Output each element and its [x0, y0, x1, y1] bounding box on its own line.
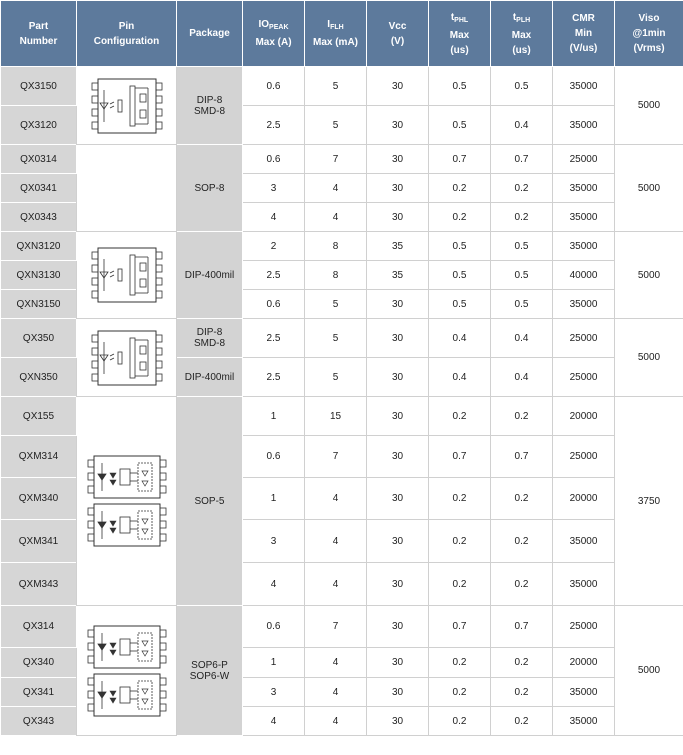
cmr-value: 25000 — [553, 319, 615, 358]
part-number: QX0343 — [1, 203, 77, 232]
header-cmr: CMR Min (V/us) — [553, 1, 615, 67]
cmr-value: 35000 — [553, 203, 615, 232]
vcc-value: 30 — [367, 707, 429, 736]
tplh-value: 0.2 — [491, 648, 553, 678]
package-cell: SOP6-P SOP6-W — [177, 606, 243, 736]
io-value: 2 — [243, 232, 305, 261]
tplh-value: 0.2 — [491, 678, 553, 707]
tplh-value: 0.7 — [491, 606, 553, 648]
header-vcc: Vcc (V) — [367, 1, 429, 67]
cmr-value: 35000 — [553, 106, 615, 145]
vcc-value: 30 — [367, 67, 429, 106]
vcc-value: 30 — [367, 478, 429, 520]
cmr-value: 25000 — [553, 606, 615, 648]
tphl-value: 0.2 — [429, 563, 491, 606]
part-number: QX0314 — [1, 145, 77, 174]
tplh-value: 0.2 — [491, 478, 553, 520]
table-row — [1, 232, 683, 261]
vcc-value: 30 — [367, 319, 429, 358]
tplh-value: 0.2 — [491, 707, 553, 736]
vcc-value: 30 — [367, 563, 429, 606]
tplh-value: 0.2 — [491, 174, 553, 203]
io-value: 4 — [243, 563, 305, 606]
tphl-value: 0.7 — [429, 436, 491, 478]
io-value: 1 — [243, 648, 305, 678]
vcc-value: 30 — [367, 436, 429, 478]
part-number: QXM314 — [1, 436, 77, 478]
header-row — [1, 1, 683, 67]
part-number: QX314 — [1, 606, 77, 648]
iflh-value: 8 — [305, 261, 367, 290]
part-number: QX3120 — [1, 106, 77, 145]
iflh-value: 4 — [305, 478, 367, 520]
io-value: 0.6 — [243, 606, 305, 648]
tplh-value: 0.4 — [491, 358, 553, 397]
cmr-value: 35000 — [553, 290, 615, 319]
vcc-value: 35 — [367, 261, 429, 290]
dip8-pin-diagram-icon — [90, 245, 164, 305]
iflh-value: 8 — [305, 232, 367, 261]
tplh-value: 0.2 — [491, 520, 553, 563]
tphl-value: 0.5 — [429, 261, 491, 290]
tphl-value: 0.2 — [429, 520, 491, 563]
iflh-value: 4 — [305, 678, 367, 707]
package-cell: DIP-8 SMD-8 — [177, 319, 243, 358]
part-number: QX343 — [1, 707, 77, 736]
part-number: QXN350 — [1, 358, 77, 397]
header-package: Package — [177, 1, 243, 67]
iflh-value: 5 — [305, 358, 367, 397]
iflh-value: 7 — [305, 436, 367, 478]
vcc-value: 35 — [367, 232, 429, 261]
viso-value: 5000 — [615, 606, 683, 736]
part-number: QXM341 — [1, 520, 77, 563]
tphl-value: 0.2 — [429, 478, 491, 520]
io-value: 0.6 — [243, 67, 305, 106]
part-number: QX155 — [1, 397, 77, 436]
package-cell: SOP-8 — [177, 145, 243, 232]
part-number: QXN3130 — [1, 261, 77, 290]
part-number: QX0341 — [1, 174, 77, 203]
header-tphl: $t_{PHL}$ Max (us) — [429, 1, 491, 67]
tphl-value: 0.5 — [429, 232, 491, 261]
io-value: 2.5 — [243, 358, 305, 397]
iflh-value: 4 — [305, 648, 367, 678]
io-value: 1 — [243, 478, 305, 520]
package-cell: DIP-400mil — [177, 358, 243, 397]
tphl-value: 0.2 — [429, 397, 491, 436]
vcc-value: 30 — [367, 397, 429, 436]
tphl-value: 0.5 — [429, 290, 491, 319]
vcc-value: 30 — [367, 290, 429, 319]
iflh-value: 7 — [305, 145, 367, 174]
vcc-value: 30 — [367, 358, 429, 397]
cmr-value: 20000 — [553, 478, 615, 520]
tplh-value: 0.5 — [491, 290, 553, 319]
pin-configuration-cell — [77, 319, 177, 397]
tphl-value: 0.4 — [429, 358, 491, 397]
tplh-value: 0.2 — [491, 203, 553, 232]
cmr-value: 35000 — [553, 67, 615, 106]
cmr-value: 20000 — [553, 648, 615, 678]
iflh-value: 4 — [305, 563, 367, 606]
tplh-value: 0.4 — [491, 106, 553, 145]
io-value: 0.6 — [243, 145, 305, 174]
io-value: 4 — [243, 203, 305, 232]
tphl-value: 0.7 — [429, 606, 491, 648]
tphl-value: 0.2 — [429, 203, 491, 232]
io-value: 3 — [243, 174, 305, 203]
header-io-peak: $IO_{PEAK}$ Max (A) — [243, 1, 305, 67]
tplh-value: 0.5 — [491, 67, 553, 106]
io-value: 3 — [243, 678, 305, 707]
cmr-value: 25000 — [553, 145, 615, 174]
io-value: 0.6 — [243, 436, 305, 478]
cmr-value: 35000 — [553, 678, 615, 707]
cmr-value: 35000 — [553, 174, 615, 203]
header-part-number: Part Number — [1, 1, 77, 67]
sop6-pin-diagram-icon — [86, 623, 168, 671]
io-value: 2.5 — [243, 319, 305, 358]
dip8-pin-diagram-icon — [90, 328, 164, 388]
iflh-value: 4 — [305, 203, 367, 232]
viso-value: 3750 — [615, 397, 683, 606]
tphl-value: 0.2 — [429, 648, 491, 678]
viso-value: 5000 — [615, 319, 683, 397]
tplh-value: 0.2 — [491, 397, 553, 436]
io-value: 0.6 — [243, 290, 305, 319]
tplh-value: 0.7 — [491, 145, 553, 174]
vcc-value: 30 — [367, 203, 429, 232]
table-row — [1, 67, 683, 106]
iflh-value: 5 — [305, 106, 367, 145]
package-cell: DIP-400mil — [177, 232, 243, 319]
package-cell: DIP-8 SMD-8 — [177, 67, 243, 145]
tplh-value: 0.5 — [491, 261, 553, 290]
sop6-pin-diagram-icon — [86, 671, 168, 719]
part-number: QX350 — [1, 319, 77, 358]
header-tplh: $t_{PLH}$ Max (us) — [491, 1, 553, 67]
tphl-value: 0.2 — [429, 707, 491, 736]
pin-configuration-cell — [77, 397, 177, 606]
part-number: QX340 — [1, 648, 77, 678]
cmr-value: 35000 — [553, 232, 615, 261]
iflh-value: 4 — [305, 520, 367, 563]
part-number: QXM343 — [1, 563, 77, 606]
iflh-value: 5 — [305, 67, 367, 106]
vcc-value: 30 — [367, 174, 429, 203]
package-cell: SOP-5 — [177, 397, 243, 606]
pin-configuration-cell — [77, 67, 177, 145]
header-pin-configuration: Pin Configuration — [77, 1, 177, 67]
iflh-value: 4 — [305, 707, 367, 736]
cmr-value: 25000 — [553, 358, 615, 397]
part-number: QX3150 — [1, 67, 77, 106]
tplh-value: 0.4 — [491, 319, 553, 358]
io-value: 2.5 — [243, 261, 305, 290]
pin-configuration-cell — [77, 145, 177, 232]
vcc-value: 30 — [367, 106, 429, 145]
cmr-value: 35000 — [553, 520, 615, 563]
viso-value: 5000 — [615, 145, 683, 232]
part-number: QXN3120 — [1, 232, 77, 261]
vcc-value: 30 — [367, 606, 429, 648]
iflh-value: 4 — [305, 174, 367, 203]
vcc-value: 30 — [367, 520, 429, 563]
table-row — [1, 397, 683, 436]
viso-value: 5000 — [615, 232, 683, 319]
tplh-value: 0.7 — [491, 436, 553, 478]
part-number: QXN3150 — [1, 290, 77, 319]
iflh-value: 7 — [305, 606, 367, 648]
tphl-value: 0.7 — [429, 145, 491, 174]
iflh-value: 15 — [305, 397, 367, 436]
part-number: QXM340 — [1, 478, 77, 520]
dip8-pin-diagram-icon — [90, 76, 164, 136]
tplh-value: 0.5 — [491, 232, 553, 261]
table-row — [1, 319, 683, 358]
io-value: 2.5 — [243, 106, 305, 145]
table-row — [1, 606, 683, 648]
tphl-value: 0.4 — [429, 319, 491, 358]
table-row — [1, 145, 683, 174]
pin-configuration-cell — [77, 232, 177, 319]
tphl-value: 0.2 — [429, 174, 491, 203]
tphl-value: 0.5 — [429, 67, 491, 106]
header-viso: Viso @1min (Vrms) — [615, 1, 683, 67]
vcc-value: 30 — [367, 648, 429, 678]
cmr-value: 35000 — [553, 563, 615, 606]
cmr-value: 35000 — [553, 707, 615, 736]
cmr-value: 25000 — [553, 436, 615, 478]
cmr-value: 20000 — [553, 397, 615, 436]
header-iflh: $I_{FLH}$ Max (mA) — [305, 1, 367, 67]
sop5-pin-diagram-icon — [86, 453, 168, 501]
tplh-value: 0.2 — [491, 563, 553, 606]
vcc-value: 30 — [367, 145, 429, 174]
part-number: QX341 — [1, 678, 77, 707]
iflh-value: 5 — [305, 319, 367, 358]
io-value: 4 — [243, 707, 305, 736]
iflh-value: 5 — [305, 290, 367, 319]
io-value: 3 — [243, 520, 305, 563]
io-value: 1 — [243, 397, 305, 436]
vcc-value: 30 — [367, 678, 429, 707]
tphl-value: 0.2 — [429, 678, 491, 707]
pin-configuration-cell — [77, 606, 177, 736]
sop5-pin-diagram-icon — [86, 501, 168, 549]
tphl-value: 0.5 — [429, 106, 491, 145]
viso-value: 5000 — [615, 67, 683, 145]
cmr-value: 40000 — [553, 261, 615, 290]
